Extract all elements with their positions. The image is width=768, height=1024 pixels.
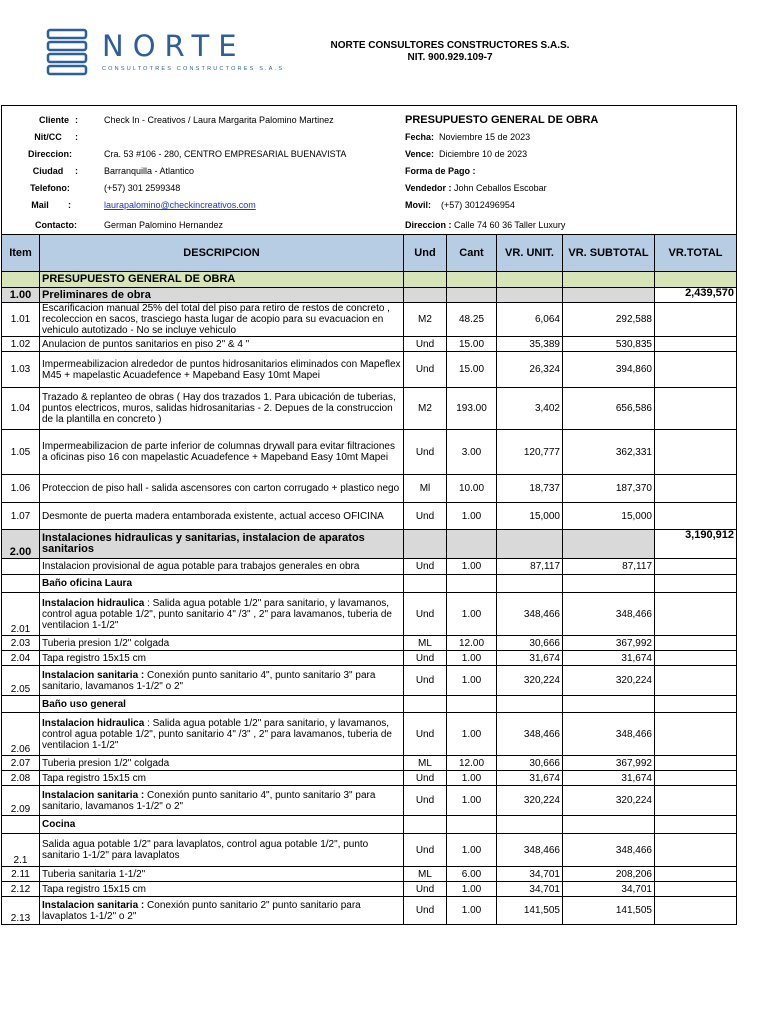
item-quantity: 48.25 bbox=[447, 303, 497, 337]
item-total bbox=[655, 475, 737, 503]
item-quantity: 6.00 bbox=[447, 867, 497, 882]
item-total bbox=[655, 636, 737, 651]
col-header-quantity: Cant bbox=[447, 235, 497, 272]
table-row bbox=[2, 897, 737, 925]
table-row bbox=[2, 882, 737, 897]
item-subtotal: 348,466 bbox=[563, 713, 655, 756]
colon: : bbox=[75, 132, 78, 142]
item-unit-value: 34,701 bbox=[497, 882, 563, 897]
description-text: Conexión punto sanitario 4", punto sanitario 3" para sanitario, lavamanos 1-1/2" o 2" bbox=[42, 789, 376, 812]
description-text: Tuberia sanitaria 1-1/2" bbox=[42, 868, 146, 880]
item-unit: Und bbox=[404, 666, 447, 696]
item-total bbox=[655, 651, 737, 666]
item-description bbox=[40, 559, 404, 575]
item-description bbox=[40, 430, 404, 475]
cell bbox=[404, 530, 447, 559]
item-total bbox=[655, 713, 737, 756]
item-quantity: 193.00 bbox=[447, 388, 497, 430]
cell bbox=[404, 816, 447, 834]
item-unit-value: 348,466 bbox=[497, 593, 563, 636]
description-text: Tuberia presion 1/2" colgada bbox=[42, 757, 170, 769]
item-unit: Und bbox=[404, 786, 447, 816]
city-value: Barranquilla - Atlantico bbox=[104, 166, 195, 176]
table-row bbox=[2, 593, 737, 636]
logo-mark-icon bbox=[46, 28, 96, 78]
item-total bbox=[655, 771, 737, 786]
cell bbox=[655, 575, 737, 593]
section-number: 1.00 bbox=[2, 288, 40, 303]
quote-expiry-line bbox=[405, 146, 735, 163]
subgroup-title: Baño uso general bbox=[40, 696, 404, 713]
item-subtotal: 31,674 bbox=[563, 651, 655, 666]
item-quantity: 1.00 bbox=[447, 651, 497, 666]
item-quantity: 15.00 bbox=[447, 337, 497, 352]
client-city-line bbox=[2, 163, 402, 180]
cell bbox=[497, 288, 563, 303]
colon: : bbox=[68, 200, 71, 210]
date-label: Fecha: bbox=[405, 132, 435, 142]
item-total bbox=[655, 388, 737, 430]
item-unit: Und bbox=[404, 337, 447, 352]
table-row bbox=[2, 475, 737, 503]
cell bbox=[563, 816, 655, 834]
item-unit: Und bbox=[404, 593, 447, 636]
item-quantity: 15.00 bbox=[447, 352, 497, 388]
item-quantity: 1.00 bbox=[447, 882, 497, 897]
item-total bbox=[655, 430, 737, 475]
expiry-value: Diciembre 10 de 2023 bbox=[439, 149, 528, 159]
mail-link[interactable]: laurapalomino@checkincreativos.com bbox=[104, 200, 256, 210]
description-text: Desmonte de puerta madera entamborada existente, actual acceso OFICINA bbox=[42, 510, 384, 522]
item-number: 1.07 bbox=[2, 503, 40, 530]
item-unit: ML bbox=[404, 756, 447, 771]
description-text: Salida agua potable 1/2" para lavaplatos, control agua potable 1/2", punto sanitario 1-1/2" para lavaplatos bbox=[42, 839, 369, 861]
client-nit-line bbox=[2, 129, 402, 146]
item-unit-value: 30,666 bbox=[497, 636, 563, 651]
item-total bbox=[655, 834, 737, 867]
table-row bbox=[2, 834, 737, 867]
item-quantity: 12.00 bbox=[447, 756, 497, 771]
item-unit-value: 6,064 bbox=[497, 303, 563, 337]
item-subtotal: 394,860 bbox=[563, 352, 655, 388]
description-lead: Instalacion hidraulica bbox=[42, 597, 145, 609]
cell bbox=[404, 696, 447, 713]
phone-label: Telefono: bbox=[30, 183, 70, 193]
item-number: 2.05 bbox=[2, 666, 40, 696]
cell bbox=[447, 575, 497, 593]
item-quantity: 1.00 bbox=[447, 786, 497, 816]
item-unit: Und bbox=[404, 771, 447, 786]
item-description bbox=[40, 337, 404, 352]
col-header-item: Item bbox=[2, 235, 40, 272]
description-text: Tuberia presion 1/2" colgada bbox=[42, 637, 170, 649]
cell bbox=[2, 272, 40, 288]
logo-wordmark: NORTE bbox=[102, 29, 246, 63]
phone-value: (+57) 301 2599348 bbox=[104, 183, 181, 193]
cell bbox=[563, 696, 655, 713]
item-description bbox=[40, 666, 404, 696]
item-quantity: 3.00 bbox=[447, 430, 497, 475]
item-unit-value: 15,000 bbox=[497, 503, 563, 530]
cell bbox=[497, 575, 563, 593]
cell bbox=[447, 530, 497, 559]
item-unit: Und bbox=[404, 651, 447, 666]
item-subtotal: 320,224 bbox=[563, 786, 655, 816]
item-subtotal: 362,331 bbox=[563, 430, 655, 475]
seller-label: Vendedor : bbox=[405, 183, 452, 193]
item-subtotal: 348,466 bbox=[563, 593, 655, 636]
cell bbox=[655, 272, 737, 288]
quote-header bbox=[1, 105, 737, 235]
col-header-total: VR.TOTAL bbox=[655, 235, 737, 272]
item-total bbox=[655, 867, 737, 882]
cell bbox=[447, 816, 497, 834]
item-unit-value: 348,466 bbox=[497, 834, 563, 867]
table-row bbox=[2, 352, 737, 388]
item-quantity: 1.00 bbox=[447, 559, 497, 575]
item-unit: Und bbox=[404, 503, 447, 530]
description-text: Tapa registro 15x15 cm bbox=[42, 883, 146, 895]
description-text: Instalacion provisional de agua potable para trabajos generales en obra bbox=[42, 561, 360, 572]
item-quantity: 1.00 bbox=[447, 503, 497, 530]
description-lead: Instalacion sanitaria : bbox=[42, 899, 145, 911]
item-unit: Und bbox=[404, 559, 447, 575]
item-unit-value: 87,117 bbox=[497, 559, 563, 575]
cell bbox=[447, 696, 497, 713]
item-number: 1.02 bbox=[2, 337, 40, 352]
description-text: : Salida agua potable 1/2" para sanitario, y lavamanos, control agua potable 1/2", punto sanitario 4" /3" , 2" para lavamanos, tuberia de ventilacion 1-1/2" bbox=[42, 597, 392, 631]
colon: : bbox=[75, 115, 78, 125]
description-text: Conexión punto sanitario 2" punto sanitario para lavaplatos 1-1/2" o 2" bbox=[42, 899, 361, 922]
cell bbox=[497, 272, 563, 288]
item-description bbox=[40, 352, 404, 388]
client-name-line bbox=[2, 112, 402, 129]
item-quantity: 1.00 bbox=[447, 593, 497, 636]
company-heading bbox=[300, 40, 600, 64]
company-name: NORTE CONSULTORES CONSTRUCTORES S.A.S. bbox=[330, 40, 570, 51]
section-row bbox=[2, 288, 737, 303]
table-row bbox=[2, 867, 737, 882]
item-unit-value: 320,224 bbox=[497, 666, 563, 696]
mobile-value: (+57) 3012496954 bbox=[441, 200, 515, 210]
item-unit-value: 18,737 bbox=[497, 475, 563, 503]
item-unit: Und bbox=[404, 713, 447, 756]
client-mail-line bbox=[2, 197, 402, 214]
item-subtotal: 87,117 bbox=[563, 559, 655, 575]
cell bbox=[404, 288, 447, 303]
cell bbox=[655, 696, 737, 713]
item-subtotal: 367,992 bbox=[563, 636, 655, 651]
description-text: Impermeabilizacion de parte inferior de columnas drywall para evitar filtraciones a oficinas piso 16 con mapelastic Acuadefence + Mapeband Easy 10mt Mapei bbox=[42, 441, 395, 463]
item-description bbox=[40, 503, 404, 530]
description-text: Escarificacion manual 25% del total del piso para retiro de restos de concreto , recoleccion en sacos, trasciego hasta lugar de acopio para su evacuacion en vehiculo autotizado - No se incluye vehiculo bbox=[42, 303, 390, 336]
seller-value: John Ceballos Escobar bbox=[454, 183, 547, 193]
item-total bbox=[655, 593, 737, 636]
cell bbox=[563, 575, 655, 593]
item-description bbox=[40, 636, 404, 651]
contact-value: German Palomino Hernandez bbox=[104, 220, 224, 230]
item-description bbox=[40, 475, 404, 503]
item-unit: M2 bbox=[404, 388, 447, 430]
company-nit: NIT. 900.929.109-7 bbox=[407, 52, 493, 63]
seller-address-value: Calle 74 60 36 Taller Luxury bbox=[454, 220, 566, 230]
col-header-subtotal: VR. SUBTOTAL bbox=[563, 235, 655, 272]
item-quantity: 12.00 bbox=[447, 636, 497, 651]
item-number: 2.04 bbox=[2, 651, 40, 666]
item-quantity: 1.00 bbox=[447, 834, 497, 867]
budget-title-row bbox=[2, 272, 737, 288]
quote-payment-line bbox=[405, 163, 735, 180]
item-description bbox=[40, 651, 404, 666]
section-total: 3,190,912 bbox=[655, 530, 737, 559]
item-description bbox=[40, 388, 404, 430]
item-unit: Und bbox=[404, 882, 447, 897]
table-row bbox=[2, 651, 737, 666]
quote-date-line bbox=[405, 129, 735, 146]
colon: : bbox=[75, 166, 78, 176]
quote-mobile-line bbox=[405, 197, 735, 214]
item-description bbox=[40, 771, 404, 786]
item-subtotal: 292,588 bbox=[563, 303, 655, 337]
cell bbox=[2, 575, 40, 593]
subgroup-title: Baño oficina Laura bbox=[40, 575, 404, 593]
mail-label: Mail bbox=[31, 200, 49, 210]
description-lead: Instalacion sanitaria : bbox=[42, 669, 145, 681]
item-total bbox=[655, 882, 737, 897]
item-description bbox=[40, 882, 404, 897]
item-unit: ML bbox=[404, 636, 447, 651]
item-unit: Und bbox=[404, 834, 447, 867]
cell bbox=[563, 530, 655, 559]
cell bbox=[404, 575, 447, 593]
description-text: Trazado & replanteo de obras ( Hay dos trazados 1. Para ubicación de tuberias, puntos electricos, muros, salidas hidrosanitarias - 2. Depues de la construccion de la plantilla en concreto ) bbox=[42, 392, 396, 425]
table-row bbox=[2, 666, 737, 696]
item-total bbox=[655, 352, 737, 388]
subgroup-title: Cocina bbox=[40, 816, 404, 834]
section-row bbox=[2, 530, 737, 559]
table-row bbox=[2, 559, 737, 575]
address-value: Cra. 53 #106 - 280, CENTRO EMPRESARIAL BUENAVISTA bbox=[104, 149, 347, 159]
table-row bbox=[2, 303, 737, 337]
item-total bbox=[655, 559, 737, 575]
cell bbox=[404, 272, 447, 288]
item-number: 2.08 bbox=[2, 771, 40, 786]
item-description bbox=[40, 834, 404, 867]
logo-subtitle: CONSULTOTRES CONSTRUCTORES S.A.S bbox=[102, 66, 285, 72]
item-unit-value: 30,666 bbox=[497, 756, 563, 771]
item-total bbox=[655, 786, 737, 816]
budget-title: PRESUPUESTO GENERAL DE OBRA bbox=[40, 272, 404, 288]
client-contact-line bbox=[2, 217, 402, 234]
item-subtotal: 141,505 bbox=[563, 897, 655, 925]
item-number: 2.1 bbox=[2, 834, 40, 867]
cell bbox=[447, 288, 497, 303]
description-text: : Salida agua potable 1/2" para sanitario, y lavamanos, control agua potable 1/2", punto sanitario 4" /3" , 2" para lavamanos, tuberia de ventilacion 1-1/2" bbox=[42, 717, 392, 751]
item-subtotal: 348,466 bbox=[563, 834, 655, 867]
item-number: 2.11 bbox=[2, 867, 40, 882]
item-number: 1.04 bbox=[2, 388, 40, 430]
nit-label: Nit/CC bbox=[34, 132, 62, 142]
item-unit-value: 348,466 bbox=[497, 713, 563, 756]
item-number: 2.06 bbox=[2, 713, 40, 756]
cell bbox=[497, 696, 563, 713]
payment-label: Forma de Pago : bbox=[405, 166, 476, 176]
cell bbox=[2, 696, 40, 713]
cell bbox=[563, 272, 655, 288]
item-subtotal: 320,224 bbox=[563, 666, 655, 696]
item-subtotal: 367,992 bbox=[563, 756, 655, 771]
col-header-unit-value: VR. UNIT. bbox=[497, 235, 563, 272]
item-number: 2.09 bbox=[2, 786, 40, 816]
item-quantity: 1.00 bbox=[447, 713, 497, 756]
item-unit-value: 31,674 bbox=[497, 651, 563, 666]
item-total bbox=[655, 503, 737, 530]
item-unit: ML bbox=[404, 867, 447, 882]
item-unit: Ml bbox=[404, 475, 447, 503]
col-header-description: DESCRIPCION bbox=[40, 235, 404, 272]
item-unit-value: 34,701 bbox=[497, 867, 563, 882]
client-label: Cliente bbox=[38, 115, 69, 125]
seller-address-label: Direccion : bbox=[405, 220, 452, 230]
table-header-row bbox=[2, 235, 737, 272]
expiry-label: Vence: bbox=[405, 149, 435, 159]
item-subtotal: 187,370 bbox=[563, 475, 655, 503]
item-unit: Und bbox=[404, 430, 447, 475]
item-description bbox=[40, 593, 404, 636]
client-address-line bbox=[2, 146, 402, 163]
section-title: Instalaciones hidraulicas y sanitarias, instalacion de aparatos sanitarios bbox=[40, 530, 404, 559]
col-header-unit: Und bbox=[404, 235, 447, 272]
item-subtotal: 34,701 bbox=[563, 882, 655, 897]
item-quantity: 1.00 bbox=[447, 771, 497, 786]
item-subtotal: 31,674 bbox=[563, 771, 655, 786]
item-number: 2.07 bbox=[2, 756, 40, 771]
contact-label: Contacto: bbox=[35, 220, 77, 230]
cell bbox=[2, 816, 40, 834]
cell bbox=[447, 272, 497, 288]
quote-address-line bbox=[405, 217, 735, 234]
item-number bbox=[2, 559, 40, 575]
table-row bbox=[2, 771, 737, 786]
item-subtotal: 15,000 bbox=[563, 503, 655, 530]
table-row bbox=[2, 636, 737, 651]
cell bbox=[497, 530, 563, 559]
item-total bbox=[655, 756, 737, 771]
item-unit-value: 31,674 bbox=[497, 771, 563, 786]
item-subtotal: 530,835 bbox=[563, 337, 655, 352]
description-text: Conexión punto sanitario 4", punto sanitario 3" para sanitario, lavamanos 1-1/2" o 2" bbox=[42, 669, 376, 692]
date-value: Noviembre 15 de 2023 bbox=[439, 132, 531, 142]
description-text: Proteccion de piso hall - salida ascensores con carton corrugado + plastico nego bbox=[42, 483, 400, 494]
item-description bbox=[40, 713, 404, 756]
client-value: Check In - Creativos / Laura Margarita Palomino Martinez bbox=[104, 115, 334, 125]
item-subtotal: 656,586 bbox=[563, 388, 655, 430]
table-row bbox=[2, 388, 737, 430]
address-label: Direccion: bbox=[27, 149, 72, 159]
item-number: 1.01 bbox=[2, 303, 40, 337]
item-description bbox=[40, 897, 404, 925]
item-unit: Und bbox=[404, 897, 447, 925]
client-phone-line bbox=[2, 180, 402, 197]
item-description bbox=[40, 756, 404, 771]
item-subtotal: 208,206 bbox=[563, 867, 655, 882]
subgroup-row bbox=[2, 696, 737, 713]
quote-title: PRESUPUESTO GENERAL DE OBRA bbox=[405, 114, 599, 126]
item-unit: M2 bbox=[404, 303, 447, 337]
description-lead: Instalacion sanitaria : bbox=[42, 789, 145, 801]
item-unit-value: 3,402 bbox=[497, 388, 563, 430]
city-label: Ciudad bbox=[32, 166, 64, 176]
section-total: 2,439,570 bbox=[655, 288, 737, 303]
quote-seller-line bbox=[405, 180, 735, 197]
item-number: 2.03 bbox=[2, 636, 40, 651]
subgroup-row bbox=[2, 816, 737, 834]
item-unit-value: 35,389 bbox=[497, 337, 563, 352]
description-text: Tapa registro 15x15 cm bbox=[42, 772, 146, 784]
cell bbox=[655, 816, 737, 834]
company-logo bbox=[46, 28, 306, 78]
item-number: 2.12 bbox=[2, 882, 40, 897]
item-total bbox=[655, 897, 737, 925]
description-text: Tapa registro 15x15 cm bbox=[42, 652, 146, 664]
cell bbox=[497, 816, 563, 834]
item-unit-value: 141,505 bbox=[497, 897, 563, 925]
item-total bbox=[655, 337, 737, 352]
table-row bbox=[2, 430, 737, 475]
item-description bbox=[40, 303, 404, 337]
item-unit: Und bbox=[404, 352, 447, 388]
item-unit-value: 320,224 bbox=[497, 786, 563, 816]
table-row bbox=[2, 786, 737, 816]
item-unit-value: 120,777 bbox=[497, 430, 563, 475]
cell bbox=[563, 288, 655, 303]
table-row bbox=[2, 756, 737, 771]
mobile-label: Movil: bbox=[405, 200, 431, 210]
item-description bbox=[40, 786, 404, 816]
item-number: 2.01 bbox=[2, 593, 40, 636]
item-unit-value: 26,324 bbox=[497, 352, 563, 388]
item-number: 1.06 bbox=[2, 475, 40, 503]
item-quantity: 1.00 bbox=[447, 897, 497, 925]
item-description bbox=[40, 867, 404, 882]
subgroup-row bbox=[2, 575, 737, 593]
description-lead: Instalacion hidraulica bbox=[42, 717, 145, 729]
section-number: 2.00 bbox=[2, 530, 40, 559]
item-quantity: 10.00 bbox=[447, 475, 497, 503]
item-quantity: 1.00 bbox=[447, 666, 497, 696]
item-number: 1.03 bbox=[2, 352, 40, 388]
section-title: Preliminares de obra bbox=[40, 288, 404, 303]
item-total bbox=[655, 303, 737, 337]
item-number: 1.05 bbox=[2, 430, 40, 475]
item-number: 2.13 bbox=[2, 897, 40, 925]
description-text: Anulacion de puntos sanitarios en piso 2" & 4 " bbox=[42, 338, 250, 350]
table-row bbox=[2, 337, 737, 352]
description-text: Impermeabilizacion alrededor de puntos hidrosanitarios eliminados con Mapeflex M45 + mapelastic Acuadefence + Mapeband Easy 10mt Mapei bbox=[42, 358, 401, 381]
item-total bbox=[655, 666, 737, 696]
table-row bbox=[2, 713, 737, 756]
budget-table bbox=[1, 234, 737, 925]
table-row bbox=[2, 503, 737, 530]
